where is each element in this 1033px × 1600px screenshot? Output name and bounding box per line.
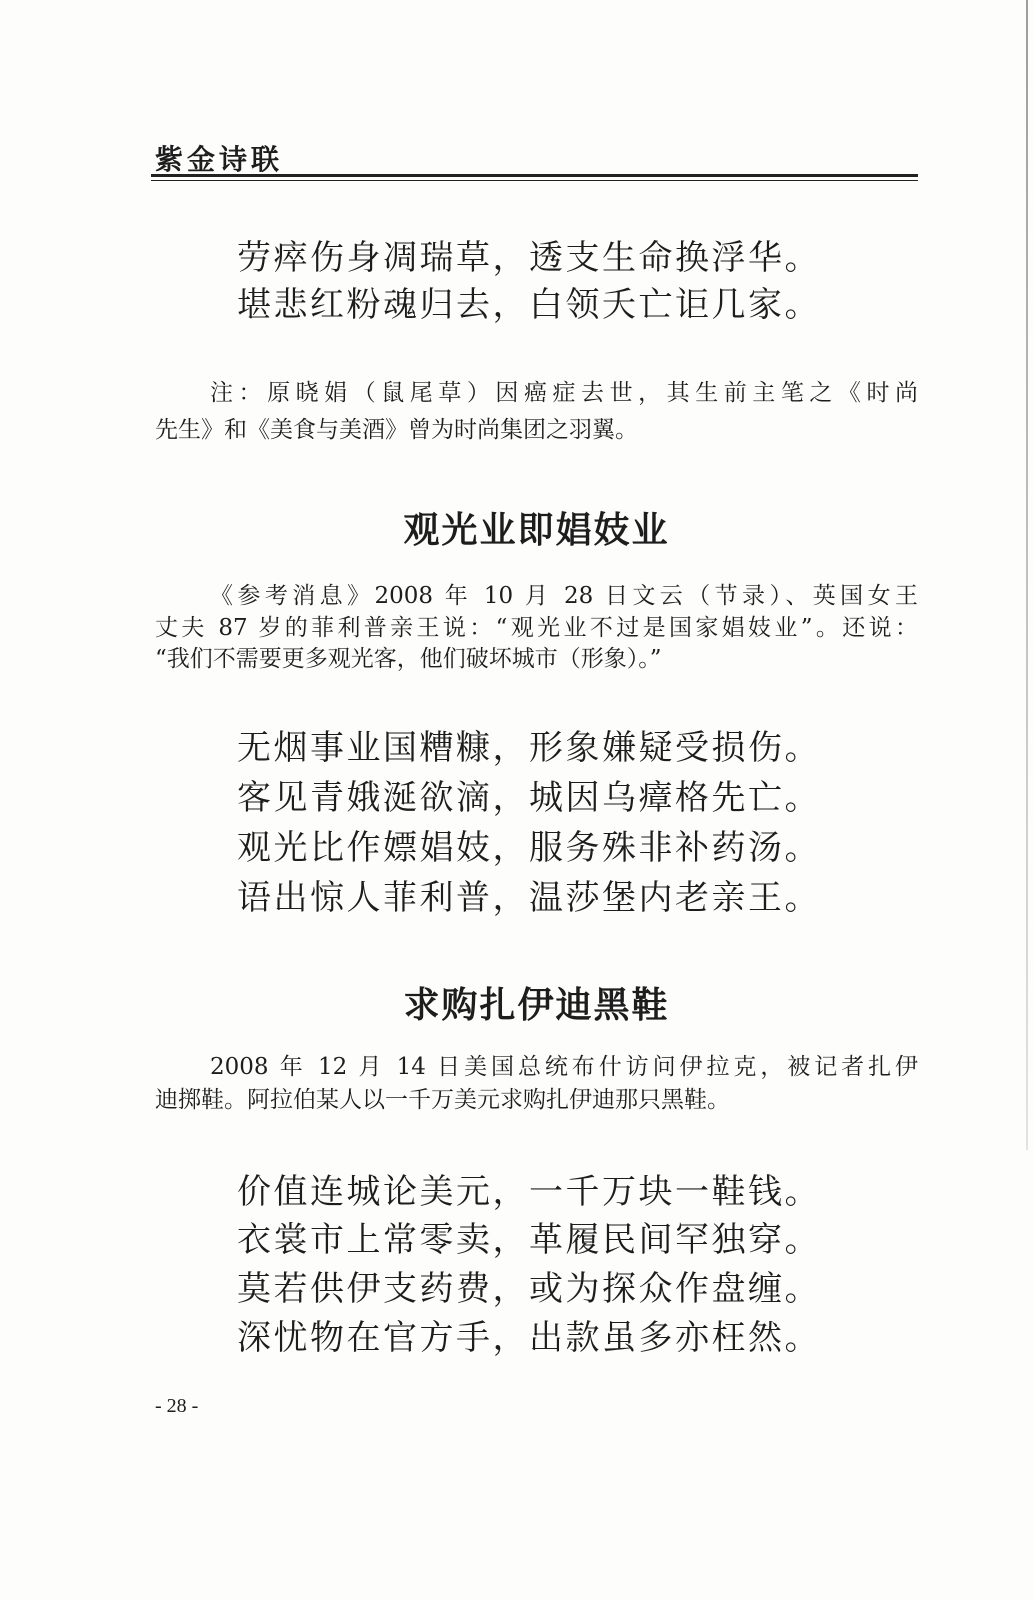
poem-line: 堪悲红粉魂归去，白领夭亡讵几家。 xyxy=(237,284,821,325)
intro-line: 2008 年 12 月 14 日美国总统布什访问伊拉克，被记者扎伊 xyxy=(210,1053,918,1080)
note-line: 先生》和《美食与美酒》曾为时尚集团之羽翼。 xyxy=(155,416,638,443)
intro-line: 《参考消息》2008 年 10 月 28 日文云（节录）、英国女王 xyxy=(210,583,918,610)
note-line: 注：原晓娟（鼠尾草）因癌症去世，其生前主笔之《时尚 xyxy=(210,379,918,406)
poem-line: 语出惊人菲利普，温莎堡内老亲王。 xyxy=(237,878,821,918)
intro-line: “我们不需要更多观光客，他们破坏城市（形象）。” xyxy=(155,646,662,673)
poem-line: 衣裳市上常零卖，革履民间罕独穿。 xyxy=(237,1220,821,1261)
section-title-tourism: 观光业即娼妓业 xyxy=(403,509,670,551)
section-intro-shoe xyxy=(155,1051,918,1117)
page-edge-shadow xyxy=(1026,0,1028,1150)
section-intro-tourism xyxy=(155,581,918,676)
intro-line: 丈夫 87 岁的菲利普亲王说：“观光业不过是国家娼妓业”。还说： xyxy=(155,614,918,641)
poem-line: 观光比作嫖娼妓，服务殊非补药汤。 xyxy=(237,828,821,868)
poem-line: 无烟事业国糟糠，形象嫌疑受损伤。 xyxy=(237,728,821,768)
opening-poem xyxy=(237,235,857,329)
poem-line: 深忧物在官方手，出款虽多亦枉然。 xyxy=(237,1317,821,1358)
section-title-shoe: 求购扎伊迪黑鞋 xyxy=(403,984,670,1026)
opening-note xyxy=(155,375,918,449)
header-double-rule xyxy=(151,174,918,181)
poem-line: 价值连城论美元，一千万块一鞋钱。 xyxy=(237,1171,821,1212)
poem-line: 客见青娥涎欲滴，城因乌瘴格先亡。 xyxy=(237,778,821,818)
section-poem-tourism xyxy=(237,723,857,923)
page-number: - 28 - xyxy=(155,1395,199,1417)
section-poem-shoe xyxy=(237,1168,857,1363)
poem-line: 劳瘁伤身凋瑞草，透支生命换浮华。 xyxy=(237,237,821,278)
poem-line: 莫若供伊支药费，或为探众作盘缠。 xyxy=(237,1269,821,1310)
running-header-title: 紫金诗联 xyxy=(155,143,284,176)
intro-line: 迪掷鞋。阿拉伯某人以一千万美元求购扎伊迪那只黑鞋。 xyxy=(155,1086,730,1113)
